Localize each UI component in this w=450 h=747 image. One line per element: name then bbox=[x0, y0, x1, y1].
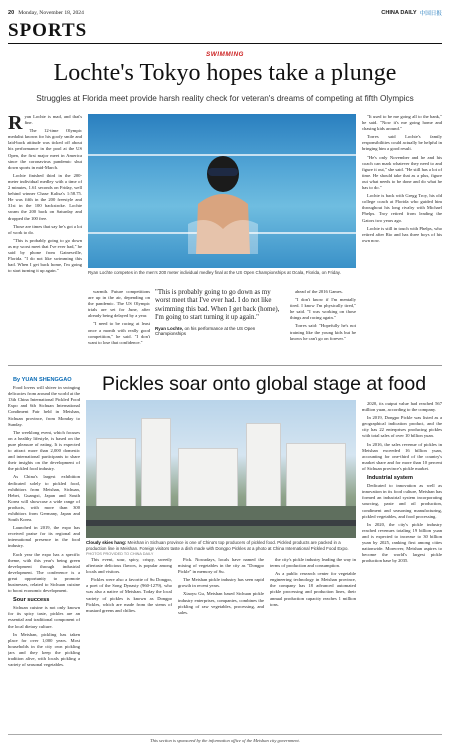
paragraph: Those are times that say he's got a lot of work to do. bbox=[8, 223, 82, 235]
dropcap: R bbox=[8, 114, 23, 134]
pull-quote-role: on his performance at the US Open Championships bbox=[155, 325, 256, 336]
paragraph: In 2019, Dongpo Pickle was listed as a geographical indication product, and the city has 22 enterprises producing pickles with total sales of over 10 billion yuan. bbox=[362, 415, 442, 439]
paragraph: ahead of the 2016 Games. bbox=[295, 289, 343, 294]
building bbox=[286, 443, 346, 508]
story2-column-1 bbox=[8, 374, 80, 729]
story-divider bbox=[8, 365, 442, 366]
brand-logo: CHINA DAILY bbox=[381, 10, 417, 16]
paragraph: Sichuan cuisine is not only known for its spicy taste, pickles are an essential and traditional component of the local dietary culture. bbox=[8, 605, 80, 629]
building bbox=[178, 448, 238, 508]
pull-quote-name: Ryan Lochte, bbox=[155, 325, 184, 331]
swimmer-figure bbox=[188, 144, 258, 254]
section-divider bbox=[8, 43, 442, 44]
caption-lead: Cloudy skies hang: bbox=[86, 540, 127, 545]
paragraph: Lochte is still in touch with Phelps, who retired after Rio and has three boys of his own now. bbox=[362, 225, 442, 243]
caption-text: Meishan in Sichuan province is one of China's top producers of pickled food. Pickled products are packed in a production line in Meishan. Foreign visitors taste a dish made with Dongpo Pickles at a photo at China International Pickled Food Expo. bbox=[86, 540, 349, 551]
paragraph: Dedicated to innovation as well as innovation in its food culture, Meishan has formed an industrial system incorporating sourcing, paste and oil production, condiment and seasoning manufacturing, pickled vegetables, and food processing. bbox=[362, 483, 442, 519]
paragraph: Xiaoyu Gu, Meishan based Sichuan pickle industry enterprises, companies, combines the pickling of raw vegetables, processing, and sales. bbox=[178, 591, 264, 615]
story1-kicker: SWIMMING bbox=[205, 51, 245, 58]
paragraph: "It used to be me going all to the bank," he said. "Now it's me going home and chasing kids around." bbox=[362, 114, 442, 132]
paragraph: the city's pickle industry leading the way in terms of production and consumption. bbox=[270, 557, 356, 569]
story2-column-5 bbox=[362, 401, 442, 729]
story2-byline: By YUAN SHENGGAO bbox=[13, 377, 72, 383]
paragraph: "I need to be racing at least once a month with really good competition," he said. "I don't want to lose that confidence." bbox=[88, 321, 150, 345]
story1-column-5 bbox=[290, 289, 356, 365]
paragraph: The 12-time Olympic medalist known for his goofy smile and laid-back attitude was ticked off about his performance in the pool at the US Open, the first major meet in America since the coronavirus pandemic shut down sports in mid-March. bbox=[8, 128, 82, 170]
paragraph: warmth. Future competitions are up in the air, depending on the pandemic. The US Olympic trials are set for June, after already being delayed by a year. bbox=[88, 289, 150, 319]
story1-column-2 bbox=[88, 289, 150, 365]
paragraph: Pick. Nowadays, locals have named the mixing of vegetables in the city as "Dongpo Pickle" in memory of Su. bbox=[178, 557, 264, 575]
swimmer-photo bbox=[88, 114, 356, 268]
paragraph: Food lovers will shiver in swinging delicacies from around the world at the 13th China International Pickled Food Expo and 6th Sichuan International Condiment Fair held in Meishan, Sichuan province, from Monday to Sunday. bbox=[8, 385, 80, 427]
story1-photo-caption: Ryan Lochte competes in the men's 200 meter individual medley final at the US Open Championships at Ocala, Florida, on Friday. bbox=[88, 270, 341, 275]
paragraph: This event, sour, spicy, crispy, sweetly aftertaste delicious flavors, is popular among locals and visitors. bbox=[86, 557, 172, 575]
pull-quote-attribution bbox=[155, 326, 285, 336]
story2-column-4 bbox=[270, 557, 356, 729]
building bbox=[96, 438, 136, 508]
brand-logo-cn: 中国日报 bbox=[419, 11, 442, 17]
road bbox=[86, 520, 356, 526]
section-title: SPORTS bbox=[8, 20, 88, 41]
pull-quote bbox=[155, 289, 285, 355]
paragraph: Torres said: "Hopefully he's not training like the young kids but he knows he can't go on forever." bbox=[290, 323, 356, 341]
paragraph: yan Lochte is mad, and that's fine. bbox=[24, 114, 82, 126]
paragraph: Torres said Lochte's family responsibilities could actually be helpful in bringing him a good result. bbox=[362, 134, 442, 152]
paragraph: Each year the expo has a specific theme, with this year's being green development through industrial development. The conference is a great opportunity to promote businesses, related to Sichuan cuisine to boost economic development. bbox=[8, 551, 80, 594]
photo-credit: PHOTOS PROVIDED TO CHINA DAILY bbox=[86, 552, 154, 556]
paragraph: 2020, its output value had reached 567 million yuan, according to the company. bbox=[362, 401, 442, 413]
paragraph: Launched in 2019, the expo has received praise for its regional and international presence in the food industry. bbox=[8, 525, 80, 549]
story1-subhead: Struggles at Florida meet provide harsh reality check for veteran's dreams of competing at fifth Olympics bbox=[36, 94, 414, 103]
footer-divider bbox=[8, 734, 442, 735]
page-header bbox=[8, 8, 442, 18]
building bbox=[246, 423, 281, 508]
story1-headline: Lochte's Tokyo hopes take a plunge bbox=[53, 60, 397, 86]
paragraph: The weeklong event, which focuses on a healthy lifestyle, is based on the pure pleasure of eating. It is expected to attract more than 2,000 domestic and international participants to share their insights on the development of the pickled food industry. bbox=[8, 429, 80, 472]
story2-subheading: Sour success bbox=[13, 597, 50, 604]
building bbox=[141, 418, 171, 508]
issue-date: Monday, November 18, 2024 bbox=[18, 10, 84, 16]
paragraph: As China's largest exhibition dedicated solely to pickled food, exhibitors from Meishan, Sichuan, Hebei, Guangxi, Japan and South Korea will showcase a wide range of products, with more than 300 exhibitors from Germany, Japan and South Korea. bbox=[8, 474, 80, 523]
story2-photo-caption bbox=[86, 540, 356, 558]
story2-headline: Pickles soar onto global stage at food bbox=[101, 373, 427, 395]
pickle-expo-photo bbox=[86, 400, 356, 538]
paragraph: In 2020, the city's pickle industry reached revenues totaling 19 billion yuan and is expected to increase to 30 billion yuan by 2025, ranking first among cities nationwide. Moreover, Meishan aspires to become the world's largest pickle production base by 2035. bbox=[362, 521, 442, 564]
paragraph: "He's only November and he and his coach can mark whatever they need to and figure it out," she said. "He still has a lot of time. He should take that as a plus, figure out what needs to be done and do what he has to do." bbox=[362, 154, 442, 191]
story2-column-3 bbox=[178, 557, 264, 729]
pull-quote-text: "This is probably going to go down as my worst meet that I've ever had. I do not like swimming this bad. When I get back (home), I'm going to start turning it up again." bbox=[155, 289, 280, 322]
story1-column-6 bbox=[362, 114, 442, 365]
paragraph: "I don't know if I'm mentally tired. I know I'm physically tired," he said. "I was working on those things and racing again." bbox=[290, 297, 356, 321]
story2-subheading: Industrial system bbox=[367, 475, 414, 482]
paragraph: In Meishan, pickling has taken place for over 1,000 years. Most households in the city own pickling jars and they keep the pickling tradition alive, with locals pickling a variety of seasonal vegetables. bbox=[8, 631, 80, 668]
sponsor-footer: This section is sponsored by the information office of the Meishan city government. bbox=[150, 738, 300, 743]
paragraph: Lochte is back with Gregg Troy, his old college coach at Florida who guided him throughout his long rivalry with Michael Phelps. Troy retired from leading the Gators two years ago. bbox=[362, 193, 442, 223]
paragraph: The Meishan pickle industry has seen rapid growth in recent years. bbox=[178, 577, 264, 589]
paragraph: Lochte finished third in the 200-meter individual medley with a time of 2 minutes, 1.61 seconds on Friday, well behind winner Chase Kalisz's 1:58.75. He was fifth in the 200 freestyle and 31st in the 100 backstroke. Lochte swam the 200 back on Saturday and dropped the 100 free. bbox=[8, 172, 82, 221]
paragraph: "This is probably going to go down as my worst meet that I've ever had," he said by phone from Gainesville, Florida. "I do not like swimming this bad. When I get back home, I'm going to start turning it up again." bbox=[8, 237, 82, 274]
paragraph: As a public research center for vegetable engineering technology in Meishan province, the company has 18 advanced automated pickle processing and production lines, their annual production capacity reaches 1 million tons. bbox=[270, 571, 356, 607]
paragraph: In 2016, the sales revenue of pickles in Meishan exceeded 16 billion yuan, accounting for one-third of the country's market share and for more than 10 percent of Sichuan province's pickle market. bbox=[362, 441, 442, 471]
page-number: 20 bbox=[8, 10, 15, 16]
story1-column-1 bbox=[8, 114, 82, 365]
story2-column-2 bbox=[86, 557, 172, 729]
paragraph: Pickles were also a favorite of Su Dongpo, a poet of the Song Dynasty (960-1279), who was also a native of Meishan. Today the local variety of pickles is known as Dongpo Pickles, which are made from the stems of mustard greens and chilies. bbox=[86, 577, 172, 613]
